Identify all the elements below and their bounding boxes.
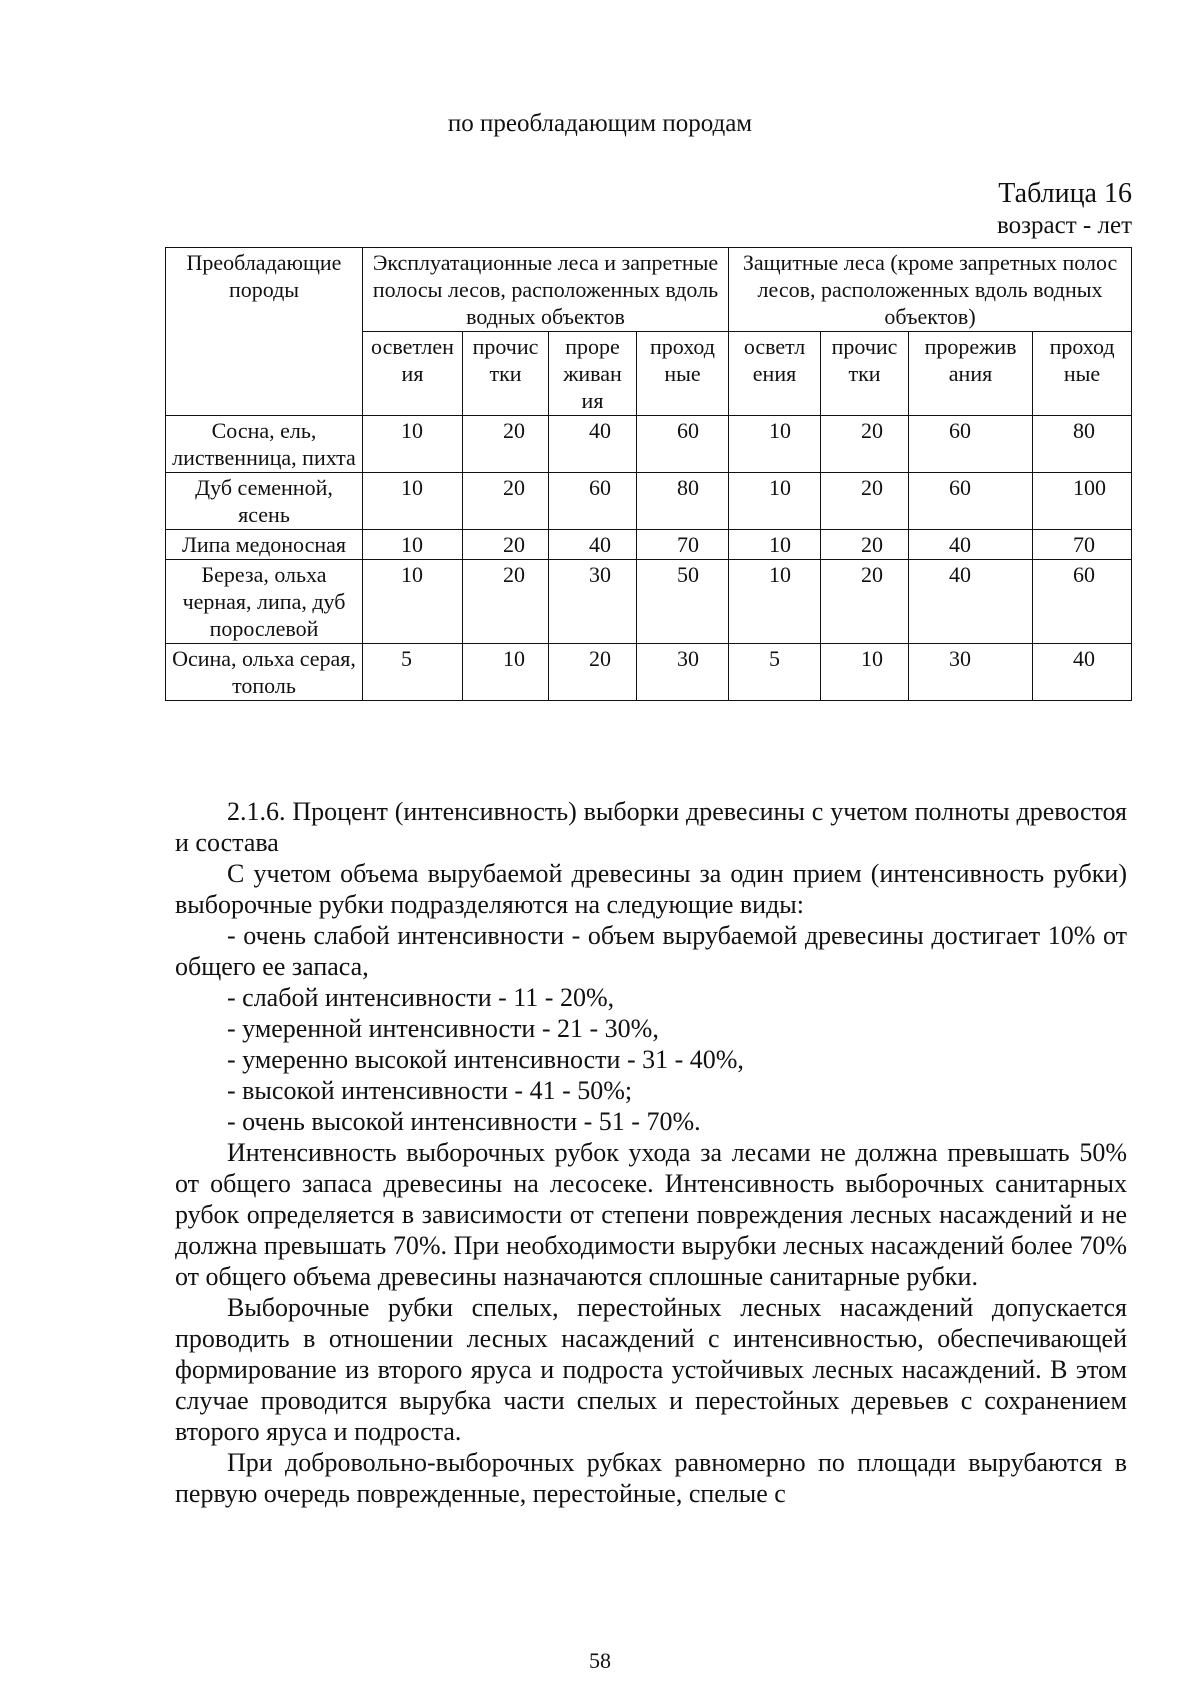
paragraph: Выборочные рубки спелых, перестойных лесных насаждений допускается проводить в отношении лесных насаждений с интенсивностью, обеспечивающей формирование из второго яруса и подроста устойчивых лесных насаждений. В этом случае проводится вырубка части спелых и перестойных деревьев с сохранением второго яруса и подроста. [175, 1293, 1127, 1446]
value-cell: 60 [909, 473, 1033, 530]
species-cell: Дуб семенной, ясень [166, 473, 363, 530]
subheader-cell: прорежив ания [909, 332, 1033, 416]
value-cell: 40 [909, 560, 1033, 644]
page-number: 58 [589, 1648, 611, 1673]
list-item: - умеренно высокой интенсивности - 31 - 40%, [227, 1045, 744, 1074]
section-heading-2-1-6: 2.1.6. Процент (интенсивность) выборки древесины с учетом полноты древостоя и состава [175, 797, 1127, 857]
species-cell: Сосна, ель, лиственница, пихта [166, 416, 363, 473]
value-cell: 20 [821, 473, 909, 530]
cutting-age-table [165, 247, 1132, 701]
subheader-cell: проход ные [637, 332, 729, 416]
value-cell: 40 [549, 530, 637, 560]
value-cell: 30 [637, 644, 729, 701]
body-text [175, 796, 1127, 1509]
subheader-cell: прочис тки [821, 332, 909, 416]
value-cell: 40 [549, 416, 637, 473]
subheader-cell: прочис тки [463, 332, 549, 416]
value-cell: 20 [549, 644, 637, 701]
subheader-cell: осветлен ия [363, 332, 463, 416]
species-cell: Осина, ольха серая, тополь [166, 644, 363, 701]
table-row [166, 416, 1132, 473]
paragraph: При добровольно-выборочных рубках равномерно по площади вырубаются в первую очередь поврежденные, перестойные, спелые с [175, 1448, 1127, 1508]
age-unit-label: возраст - лет [997, 212, 1132, 239]
value-cell: 10 [363, 473, 463, 530]
value-cell: 10 [729, 416, 821, 473]
value-cell: 10 [821, 644, 909, 701]
value-cell: 70 [1033, 530, 1132, 560]
value-cell: 70 [637, 530, 729, 560]
paragraph: Интенсивность выборочных рубок ухода за лесами не должна превышать 50% от общего запаса древесины на лесосеке. Интенсивность выборочных санитарных рубок определяется в зависимости от степени повреждения лесных насаждений и не должна превышать 70%. При необходимости вырубки лесных насаждений более 70% от общего объема древесины назначаются сплошные санитарные рубки. [175, 1138, 1127, 1291]
value-cell: 20 [821, 530, 909, 560]
header-group-exploitation: Эксплуатационные леса и запретные полосы лесов, расположенных вдоль водных объектов [363, 248, 729, 332]
table-label: Таблица 16 [998, 178, 1132, 209]
species-cell: Береза, ольха черная, липа, дуб порослевой [166, 560, 363, 644]
list-item: - высокой интенсивности - 41 - 50%; [227, 1076, 633, 1105]
value-cell: 10 [729, 473, 821, 530]
value-cell: 5 [363, 644, 463, 701]
value-cell: 20 [463, 560, 549, 644]
value-cell: 80 [637, 473, 729, 530]
value-cell: 100 [1033, 473, 1132, 530]
value-cell: 10 [363, 416, 463, 473]
value-cell: 20 [463, 530, 549, 560]
value-cell: 10 [463, 644, 549, 701]
page-heading: по преобладающим породам [447, 110, 753, 137]
value-cell: 5 [729, 644, 821, 701]
list-item: - очень слабой интенсивности - объем вырубаемой древесины достигает 10% от общего ее запаса, [175, 921, 1127, 981]
header-group-protective: Защитные леса (кроме запретных полос лесов, расположенных вдоль водных объектов) [729, 248, 1132, 332]
value-cell: 10 [363, 530, 463, 560]
paragraph: С учетом объема вырубаемой древесины за один прием (интенсивность рубки) выборочные рубки подразделяются на следующие виды: [175, 859, 1127, 919]
value-cell: 40 [909, 530, 1033, 560]
value-cell: 60 [909, 416, 1033, 473]
subheader-cell: проход ные [1033, 332, 1132, 416]
value-cell: 20 [821, 416, 909, 473]
value-cell: 60 [1033, 560, 1132, 644]
list-item: - умеренной интенсивности - 21 - 30%, [227, 1014, 659, 1043]
subheader-cell: проре живан ия [549, 332, 637, 416]
value-cell: 30 [549, 560, 637, 644]
table-row [166, 644, 1132, 701]
value-cell: 20 [821, 560, 909, 644]
value-cell: 10 [363, 560, 463, 644]
value-cell: 10 [729, 560, 821, 644]
value-cell: 80 [1033, 416, 1132, 473]
table-row [166, 473, 1132, 530]
species-cell: Липа медоносная [166, 530, 363, 560]
list-item: - очень высокой интенсивности - 51 - 70%. [227, 1107, 701, 1136]
value-cell: 30 [909, 644, 1033, 701]
value-cell: 20 [463, 416, 549, 473]
table-row [166, 560, 1132, 644]
list-item: - слабой интенсивности - 11 - 20%, [227, 983, 615, 1012]
value-cell: 60 [549, 473, 637, 530]
table-row [166, 530, 1132, 560]
subheader-cell: осветл ения [729, 332, 821, 416]
value-cell: 20 [463, 473, 549, 530]
value-cell: 50 [637, 560, 729, 644]
table-header-row [166, 248, 1132, 332]
value-cell: 60 [637, 416, 729, 473]
header-species: Преобладающие породы [166, 248, 363, 416]
value-cell: 40 [1033, 644, 1132, 701]
value-cell: 10 [729, 530, 821, 560]
